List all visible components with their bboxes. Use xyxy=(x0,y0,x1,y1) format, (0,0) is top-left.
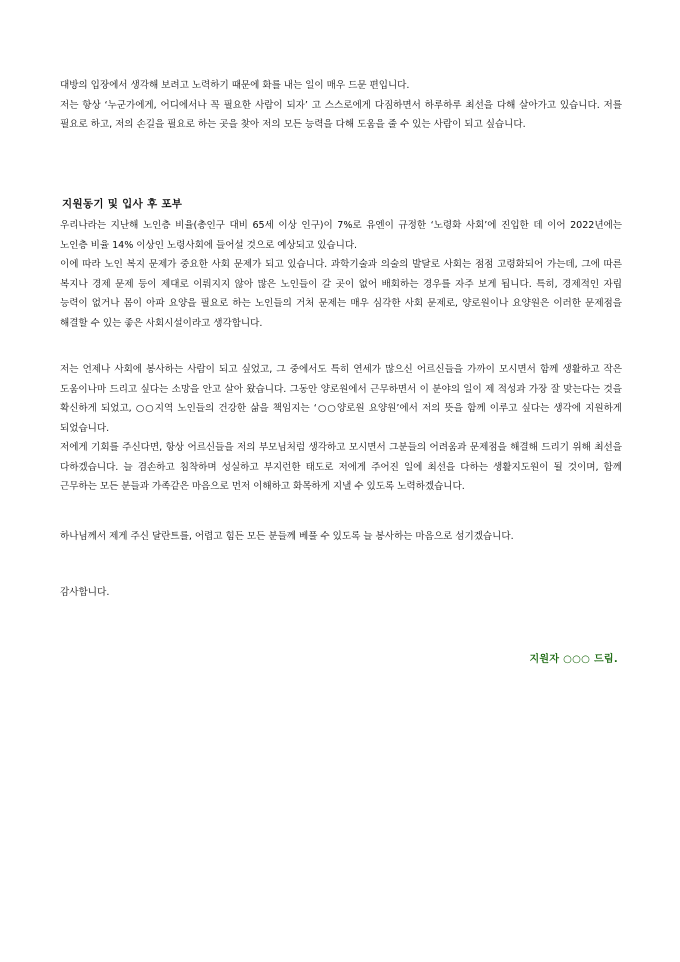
signature: 지원자 ○○○ 드림. xyxy=(529,654,618,665)
motivation-paragraph-5: 하나님께서 제게 주신 달란트를, 어렵고 힘든 모든 분들께 베풀 수 있도록 늘 봉사하는 마음으로 섬기겠습니다. xyxy=(60,531,514,542)
motivation-block-2 xyxy=(60,360,622,497)
intro-line-1: 대방의 입장에서 생각해 보려고 노력하기 때문에 화를 내는 일이 매우 드문 편입니다. xyxy=(60,80,410,91)
motivation-paragraph-1: 우리나라는 지난해 노인층 비율(총인구 대비 65세 이상 인구)이 7%로 유엔이 규정한 ‘노령화 사회’에 진입한 데 이어 2022년에는 노인층 비율 14% 이상인 노령사회에 들어설 것으로 예상되고 있습니다. xyxy=(60,220,622,251)
intro-line-2: 저는 항상 ‘누군가에게, 어디에서나 꼭 필요한 사람이 되자’ 고 스스로에게 다짐하면서 하루하루 최선을 다해 살아가고 있습니다. 저를 필요로 하고, 저의 손길을 필요로 하는 곳을 찾아 저의 모든 능력을 다해 도움을 줄 수 있는 사람이 되고 싶습니다. xyxy=(60,99,622,130)
motivation-paragraph-2: 이에 따라 노인 복지 문제가 중요한 사회 문제가 되고 있습니다. 과학기술과 의술의 발달로 사회는 점점 고령화되어 가는데, 그에 따른 복지나 경제 문제 등이 제대로 이뤄지지 않아 많은 노인들이 갈 곳이 없어 배회하는 경우를 자주 보게 됩니다. 특히, 경제적인 자립 능력이 없거나 몸이 아파 요양을 필요로 하는 노인들의 거처 문제는 매우 심각한 사회 문제로, 양로원이나 요양원은 이러한 문제점을 해결할 수 있는 좋은 사회시설이라고 생각합니다. xyxy=(60,259,622,329)
closing-text: 감사합니다. xyxy=(60,587,110,598)
motivation-block-1 xyxy=(60,216,622,333)
motivation-paragraph-4: 저에게 기회를 주신다면, 항상 어르신들을 저의 부모님처럼 생각하고 모시면서 그분들의 어려움과 문제점을 해결해 드리기 위해 최선을 다하겠습니다. 늘 겸손하고 침착하며 성실하고 부지런한 태도로 저에게 주어진 일에 최선을 다하는 생활지도원이 될 것이며, 함께 근무하는 모든 분들과 가족같은 마음으로 먼저 이해하고 화목하게 지낼 수 있도록 노력하겠습니다. xyxy=(60,442,622,492)
motivation-paragraph-3: 저는 언제나 사회에 봉사하는 사람이 되고 싶었고, 그 중에서도 특히 연세가 많으신 어르신들을 가까이 모시면서 함께 생활하고 작은 도움이나마 드리고 싶다는 소망을 안고 살아 왔습니다. 그동안 양로원에서 근무하면서 이 분야의 일이 제 적성과 가장 잘 맞는다는 것을 확신하게 되었고, ○○지역 노인들의 건강한 삶을 책임지는 ‘○○양로원 요양원’에서 저의 뜻을 함께 이루고 싶다는 생각에 지원하게 되었습니다. xyxy=(60,364,622,434)
motivation-block-3 xyxy=(60,527,622,547)
intro-paragraph xyxy=(60,76,622,135)
section-heading: 지원동기 및 입사 후 포부 xyxy=(62,198,183,210)
